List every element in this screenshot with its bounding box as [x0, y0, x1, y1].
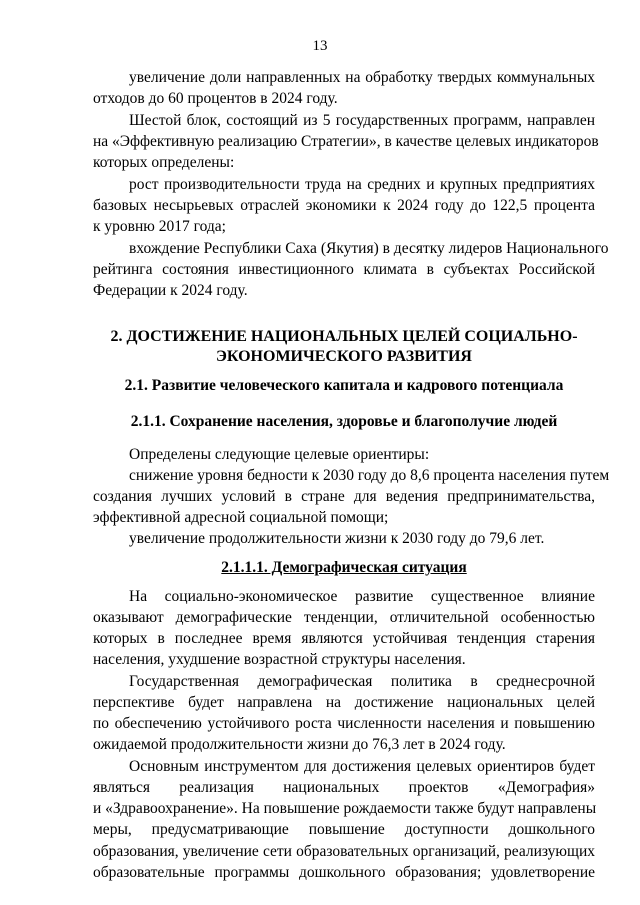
text-line: Государственная демографическая политика в среднесрочной — [129, 673, 595, 690]
text-line: ожидаемой продолжительности жизни до 76,3 лет в 2024 году. — [93, 736, 506, 753]
text-line: оказывают демографические тенденции, отличительной особенностью — [93, 609, 595, 626]
section-heading-2: 2. ДОСТИЖЕНИЕ НАЦИОНАЛЬНЫХ ЦЕЛЕЙ СОЦИАЛЬНО- — [110, 328, 578, 345]
text-line: меры, предусматривающие повышение доступности дошкольного — [93, 821, 595, 838]
text-line: которых определены: — [93, 154, 235, 171]
section-heading-2-cont: ЭКОНОМИЧЕСКОГО РАЗВИТИЯ — [216, 348, 472, 365]
text-line: которых в последнее время являются устойчивая тенденция старения — [93, 630, 595, 647]
page-number: 13 — [312, 38, 328, 54]
subsection-heading-2-1-1: 2.1.1. Сохранение населения, здоровье и благополучие людей — [130, 413, 558, 430]
text-line: вхождение Республики Саха (Якутия) в десятку лидеров Национального — [129, 240, 609, 257]
text-line: и «Здравоохранение». На повышение рождаемости также будут направлены — [93, 800, 597, 817]
text-line: Шестой блок, состоящий из 5 государственных программ, направлен — [129, 112, 595, 129]
text-line: населения, ухудшение возрастной структуры населения. — [93, 651, 466, 668]
text-line: образования, увеличение сети образовательных организаций, реализующих — [93, 843, 595, 860]
text-line: базовых несырьевых отраслей экономики к 2024 году до 122,5 процента — [93, 197, 595, 214]
text-line: являться реализация национальных проектов «Демография» — [93, 779, 595, 796]
text-line: увеличение продолжительности жизни к 2030 году до 79,6 лет. — [129, 530, 545, 547]
subsubsection-heading-2-1-1-1 — [93, 558, 595, 578]
text-line: эффективной адресной социальной помощи; — [93, 509, 389, 526]
text-line: рейтинга состояния инвестиционного климата в субъектах Российской — [93, 261, 595, 278]
text-line: Федерации к 2024 году. — [93, 282, 248, 299]
text-line: образовательные программы дошкольного образования; удовлетворение — [93, 864, 595, 881]
text-line: Определены следующие целевые ориентиры: — [129, 446, 430, 463]
text-line: На социально-экономическое развитие существенное влияние — [129, 588, 595, 605]
text-line: создания лучших условий в стране для ведения предпринимательства, — [93, 488, 595, 505]
text-line: рост производительности труда на средних и крупных предприятиях — [129, 176, 595, 193]
subsection-heading-2-1: 2.1. Развитие человеческого капитала и кадрового потенциала — [124, 377, 564, 394]
text-line: по обеспечению устойчивого роста численности населения и повышению — [93, 715, 595, 732]
text-line: на «Эффективную реализацию Стратегии», в качестве целевых индикаторов — [93, 133, 599, 150]
text-line: увеличение доли направленных на обработку твердых коммунальных — [129, 69, 595, 86]
text-line: снижение уровня бедности к 2030 году до 8,6 процента населения путем — [129, 467, 610, 484]
text-line: Основным инструментом для достижения целевых ориентиров будет — [129, 758, 595, 775]
text-line: к уровню 2017 года; — [93, 218, 226, 235]
text-line: перспективе будет направлена на достижение национальных целей — [93, 694, 595, 711]
subsubsection-heading-text: 2.1.1.1. Демографическая ситуация — [221, 559, 467, 576]
text-line: отходов до 60 процентов в 2024 году. — [93, 90, 338, 107]
